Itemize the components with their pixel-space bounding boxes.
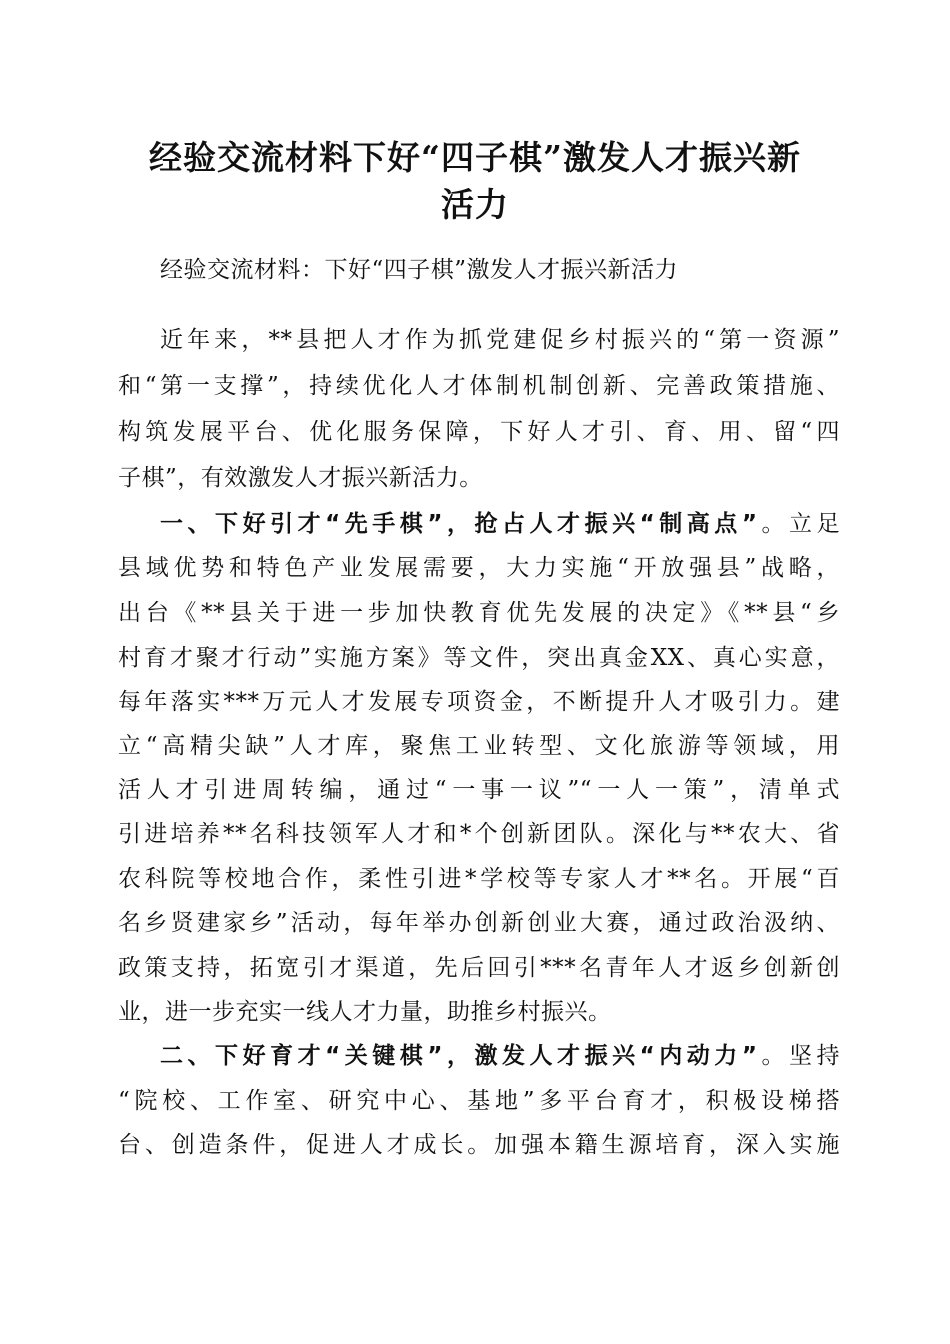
section1-heading: 一、下好引才“先手棋”，抢占人才振兴“制高点” [160, 511, 758, 537]
section1-line: 县域优势和特色产业发展需要，大力实施“开放强县”战略， [118, 555, 840, 581]
section2-line: 台、创造条件，促进人才成长。加强本籍生源培育，深入实施 [118, 1132, 840, 1158]
section2-line: “院校、工作室、研究中心、基地”多平台育才，积极设梯搭 [118, 1088, 840, 1114]
intro-line: 和“第一支撑”，持续优化人才体制机制创新、完善政策措施、 [118, 373, 840, 399]
section1-line: 村育才聚才行动”实施方案》等文件，突出真金XX、真心实意， [118, 645, 840, 671]
section1-first-line [160, 509, 840, 539]
intro-line: 构筑发展平台、优化服务保障，下好人才引、育、用、留“四 [118, 419, 840, 445]
section2-first-tail: 。坚持 [757, 1043, 841, 1069]
section2-first-line [160, 1041, 840, 1071]
section1-line: 出台《**县关于进一步加快教育优先发展的决定》《**县“乡 [118, 600, 840, 626]
section1-line: 引进培养**名科技领军人才和*个创新团队。深化与**农大、省 [118, 821, 840, 847]
section1-line: 立“高精尖缺”人才库，聚焦工业转型、文化旅游等领域，用 [118, 733, 840, 759]
intro-line: 近年来，**县把人才作为抓党建促乡村振兴的“第一资源” [160, 327, 840, 353]
subtitle: 经验交流材料：下好“四子棋”激发人才振兴新活力 [160, 257, 679, 283]
section2-heading: 二、下好育才“关键棋”，激发人才振兴“内动力” [160, 1043, 758, 1069]
section1-line: 农科院等校地合作，柔性引进*学校等专家人才**名。开展“百 [118, 866, 840, 892]
document-title-line-2: 活力 [441, 185, 509, 224]
section1-line: 政策支持，拓宽引才渠道，先后回引***名青年人才返乡创新创 [118, 955, 840, 981]
intro-line: 子棋”，有效激发人才振兴新活力。 [118, 465, 483, 491]
section1-first-tail: 。立足 [757, 511, 841, 537]
section1-line: 名乡贤建家乡”活动，每年举办创新创业大赛，通过政治汲纳、 [118, 910, 840, 936]
section1-line: 每年落实***万元人才发展专项资金，不断提升人才吸引力。建 [118, 689, 840, 715]
section1-line: 活人才引进周转编，通过“一事一议”“一人一策”，清单式 [118, 777, 840, 803]
section1-line: 业，进一步充实一线人才力量，助推乡村振兴。 [118, 999, 612, 1025]
document-title-line-1: 经验交流材料下好“四子棋”激发人才振兴新 [149, 138, 801, 177]
